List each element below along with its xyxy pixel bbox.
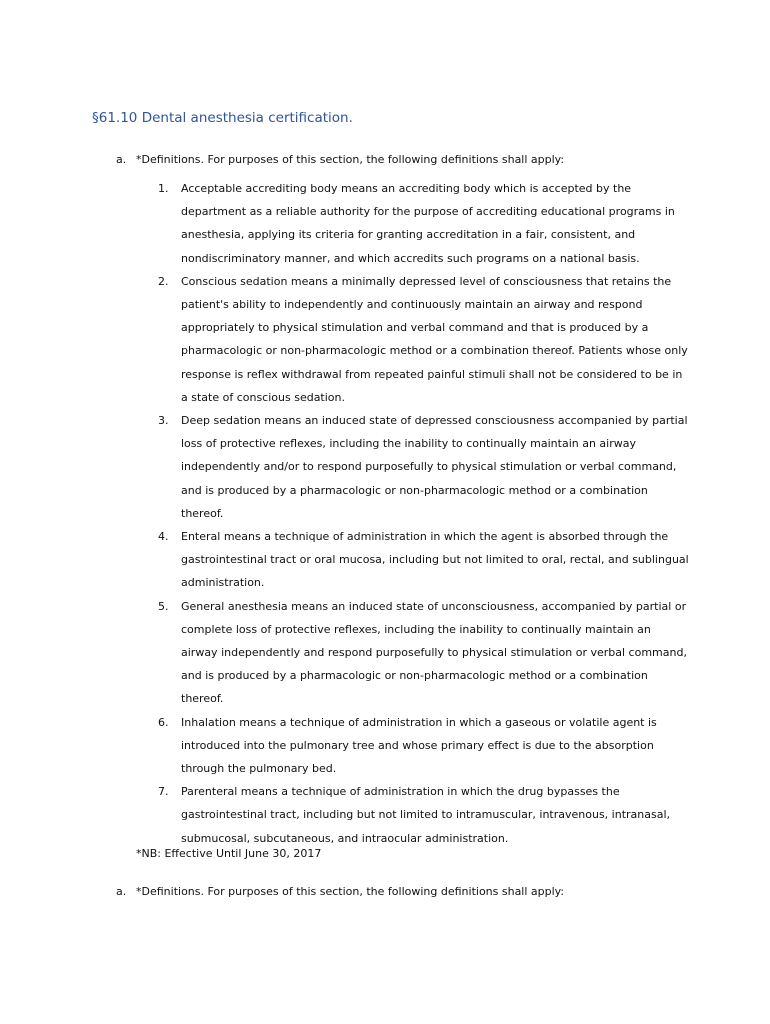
definition-number: 2. <box>158 274 169 288</box>
section-a-repeat-text: *Definitions. For purposes of this section, the following definitions shall apply: <box>136 885 565 898</box>
definition-item <box>150 525 690 595</box>
section-a-marker: a. <box>116 153 127 166</box>
definition-item <box>150 177 690 270</box>
definition-text: Parenteral means a technique of administration in which the drug bypasses the gastrointestinal tract, including but not limited to intramuscular, intravenous, intranasal, submucosal, subcutaneous, and intraocular administration. <box>181 785 671 845</box>
definitions-list <box>150 177 690 850</box>
definition-item <box>150 780 690 850</box>
definition-item <box>150 270 690 409</box>
definition-text: Conscious sedation means a minimally depressed level of consciousness that retains the patient's ability to independently and continuously maintain an airway and respond appropriately to physical stimulation and verbal command and that is produced by a pharmacologic or non-pharmacologic method or a combination thereof. Patients whose only response is reflex withdrawal from repeated painful stimuli shall not be considered to be in a state of conscious sedation. <box>181 274 688 404</box>
definition-item <box>150 409 690 525</box>
definition-item <box>150 595 690 711</box>
definition-number: 7. <box>158 785 169 799</box>
definition-text: Enteral means a technique of administration in which the agent is absorbed through the gastrointestinal tract or oral mucosa, including but not limited to oral, rectal, and sublingual administration. <box>181 530 689 590</box>
definition-text: Inhalation means a technique of administration in which a gaseous or volatile agent is introduced into the pulmonary tree and whose primary effect is due to the absorption through the pulmonary bed. <box>181 715 657 776</box>
definition-number: 3. <box>158 414 169 428</box>
section-a-text: *Definitions. For purposes of this section, the following definitions shall apply: <box>136 153 565 166</box>
effective-date-note: *NB: Effective Until June 30, 2017 <box>136 847 322 860</box>
definition-number: 6. <box>158 715 169 729</box>
definition-item <box>150 711 690 781</box>
definition-number: 1. <box>158 182 169 195</box>
definition-text: Acceptable accrediting body means an accrediting body which is accepted by the department as a reliable authority for the purpose of accrediting educational programs in anesthesia, applying its criteria for granting accreditation in a fair, consistent, and nondiscriminatory manner, and which accredits such programs on a national basis. <box>181 182 675 265</box>
page-title: §61.10 Dental anesthesia certification. <box>92 110 353 126</box>
definition-number: 4. <box>158 530 169 544</box>
definition-text: Deep sedation means an induced state of depressed consciousness accompanied by partial loss of protective reflexes, including the inability to continually maintain an airway independently and/or to respond purposefully to physical stimulation or verbal command, and is produced by a pharmacologic or non-pharmacologic method or a combination thereof. <box>181 414 688 520</box>
section-a-repeat-marker: a. <box>116 885 127 898</box>
definition-text: General anesthesia means an induced state of unconsciousness, accompanied by partial or complete loss of protective reflexes, including the inability to continually maintain an airway independently and respond purposefully to physical stimulation or verbal command, and is produced by a pharmacologic or non-pharmacologic method or a combination thereof. <box>181 599 687 706</box>
definition-number: 5. <box>158 599 169 613</box>
